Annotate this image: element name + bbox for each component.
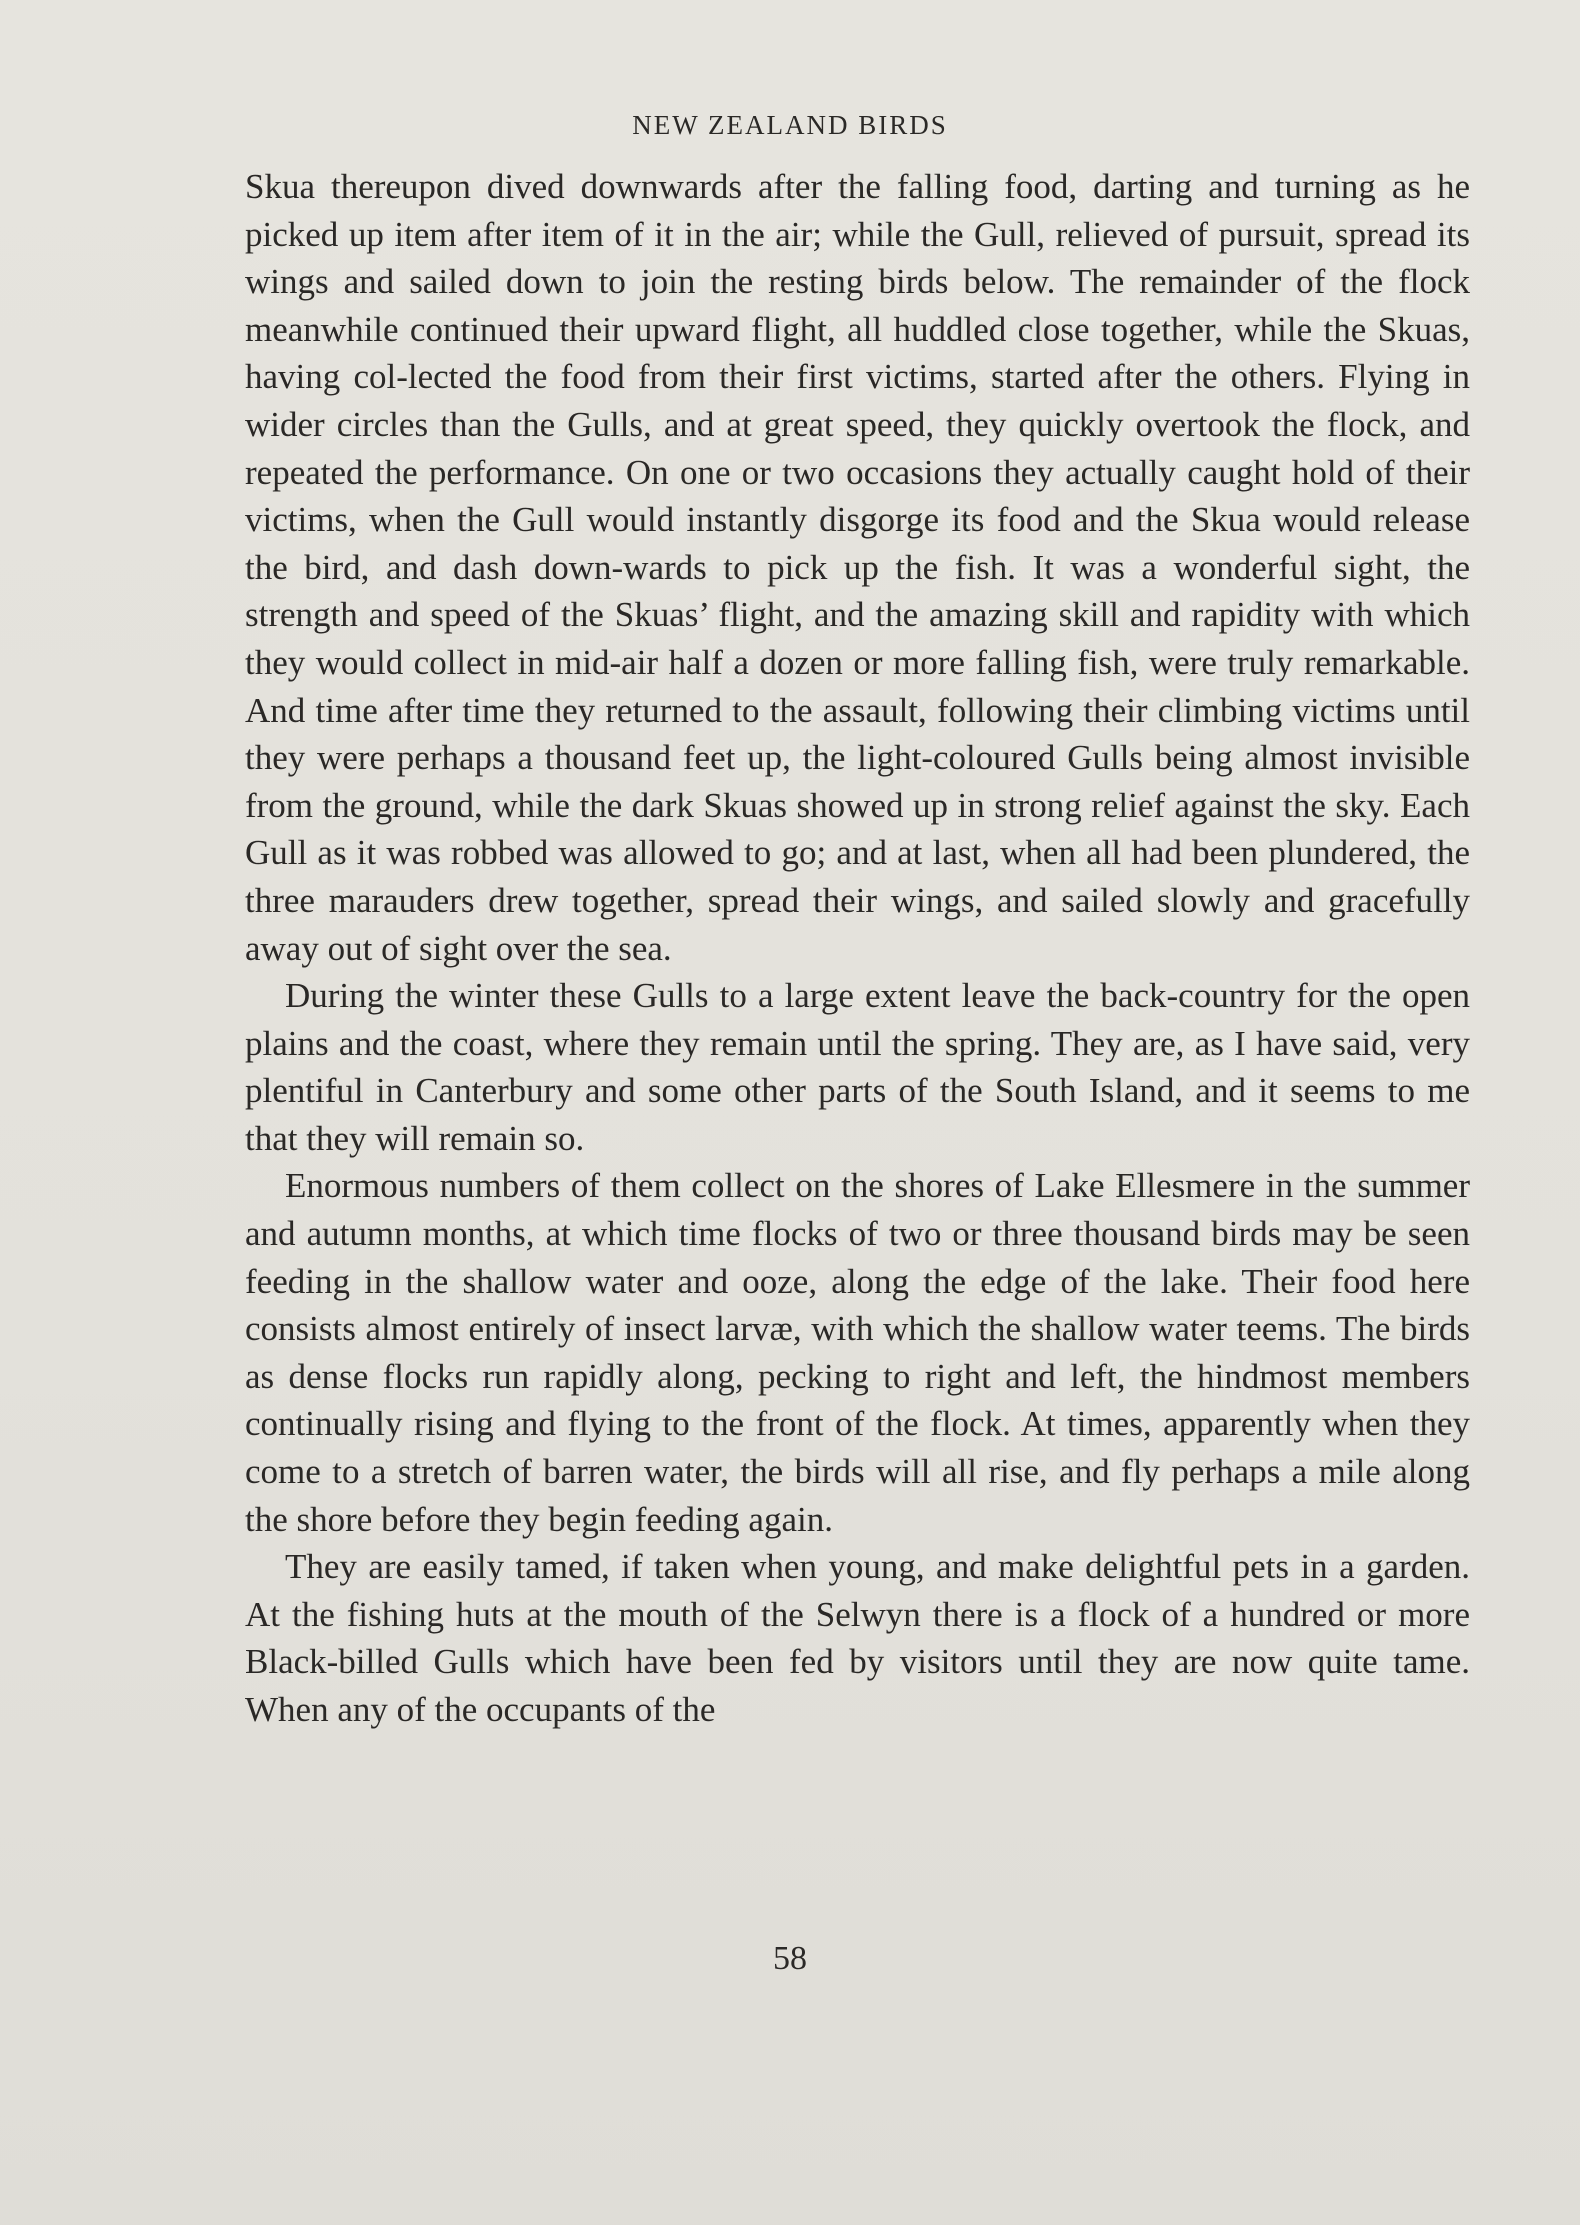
- page-number: 58: [773, 1940, 807, 1977]
- paragraph-tamed: They are easily tamed, if taken when young, and make delightful pets in a garden. At the fishing huts at the mouth of the Selwyn there is a flock of a hundred or more Black-billed Gulls which have been fed by visitors until they are now quite tame. When any of the occupants of the: [245, 1547, 1470, 1729]
- running-head: NEW ZEALAND BIRDS: [632, 110, 948, 140]
- paragraph-continued: Skua thereupon dived downwards after the falling food, darting and turning as he picked up item after item of it in the air; while the Gull, relieved of pursuit, spread its wings and sailed down to join the resting birds below. The remainder of the flock meanwhile continued their upward flight, all huddled close together, while the Skuas, having col-lected the food from their first victims, started after the others. Flying in wider circles than the Gulls, and at great speed, they quickly overtook the flock, and repeated the performance. On one or two occasions they actually caught hold of their victims, when the Gull would instantly disgorge its food and the Skua would release the bird, and dash down-wards to pick up the fish. It was a wonderful sight, the strength and speed of the Skuas’ flight, and the amazing skill and rapidity with which they would collect in mid-air half a dozen or more falling fish, were truly remarkable. And time after time they returned to the assault, following their climbing victims until they were perhaps a thousand feet up, the light-coloured Gulls being almost invisible from the ground, while the dark Skuas showed up in strong relief against the sky. Each Gull as it was robbed was allowed to go; and at last, when all had been plundered, the three marauders drew together, spread their wings, and sailed slowly and gracefully away out of sight over the sea.: [245, 167, 1470, 968]
- paragraph-winter: During the winter these Gulls to a large extent leave the back-country for the open plains and the coast, where they remain until the spring. They are, as I have said, very plentiful in Canterbury and some other parts of the South Island, and it seems to me that they will remain so.: [245, 976, 1470, 1158]
- paragraph-lake-ellesmere: Enormous numbers of them collect on the shores of Lake Ellesmere in the summer and autumn months, at which time flocks of two or three thousand birds may be seen feeding in the shallow water and ooze, along the edge of the lake. Their food here consists almost entirely of insect larvæ, with which the shallow water teems. The birds as dense flocks run rapidly along, pecking to right and left, the hindmost members continually rising and flying to the front of the flock. At times, apparently when they come to a stretch of barren water, the birds will all rise, and fly perhaps a mile along the shore before they begin feeding again.: [245, 1166, 1470, 1539]
- body-text: [245, 163, 1470, 1734]
